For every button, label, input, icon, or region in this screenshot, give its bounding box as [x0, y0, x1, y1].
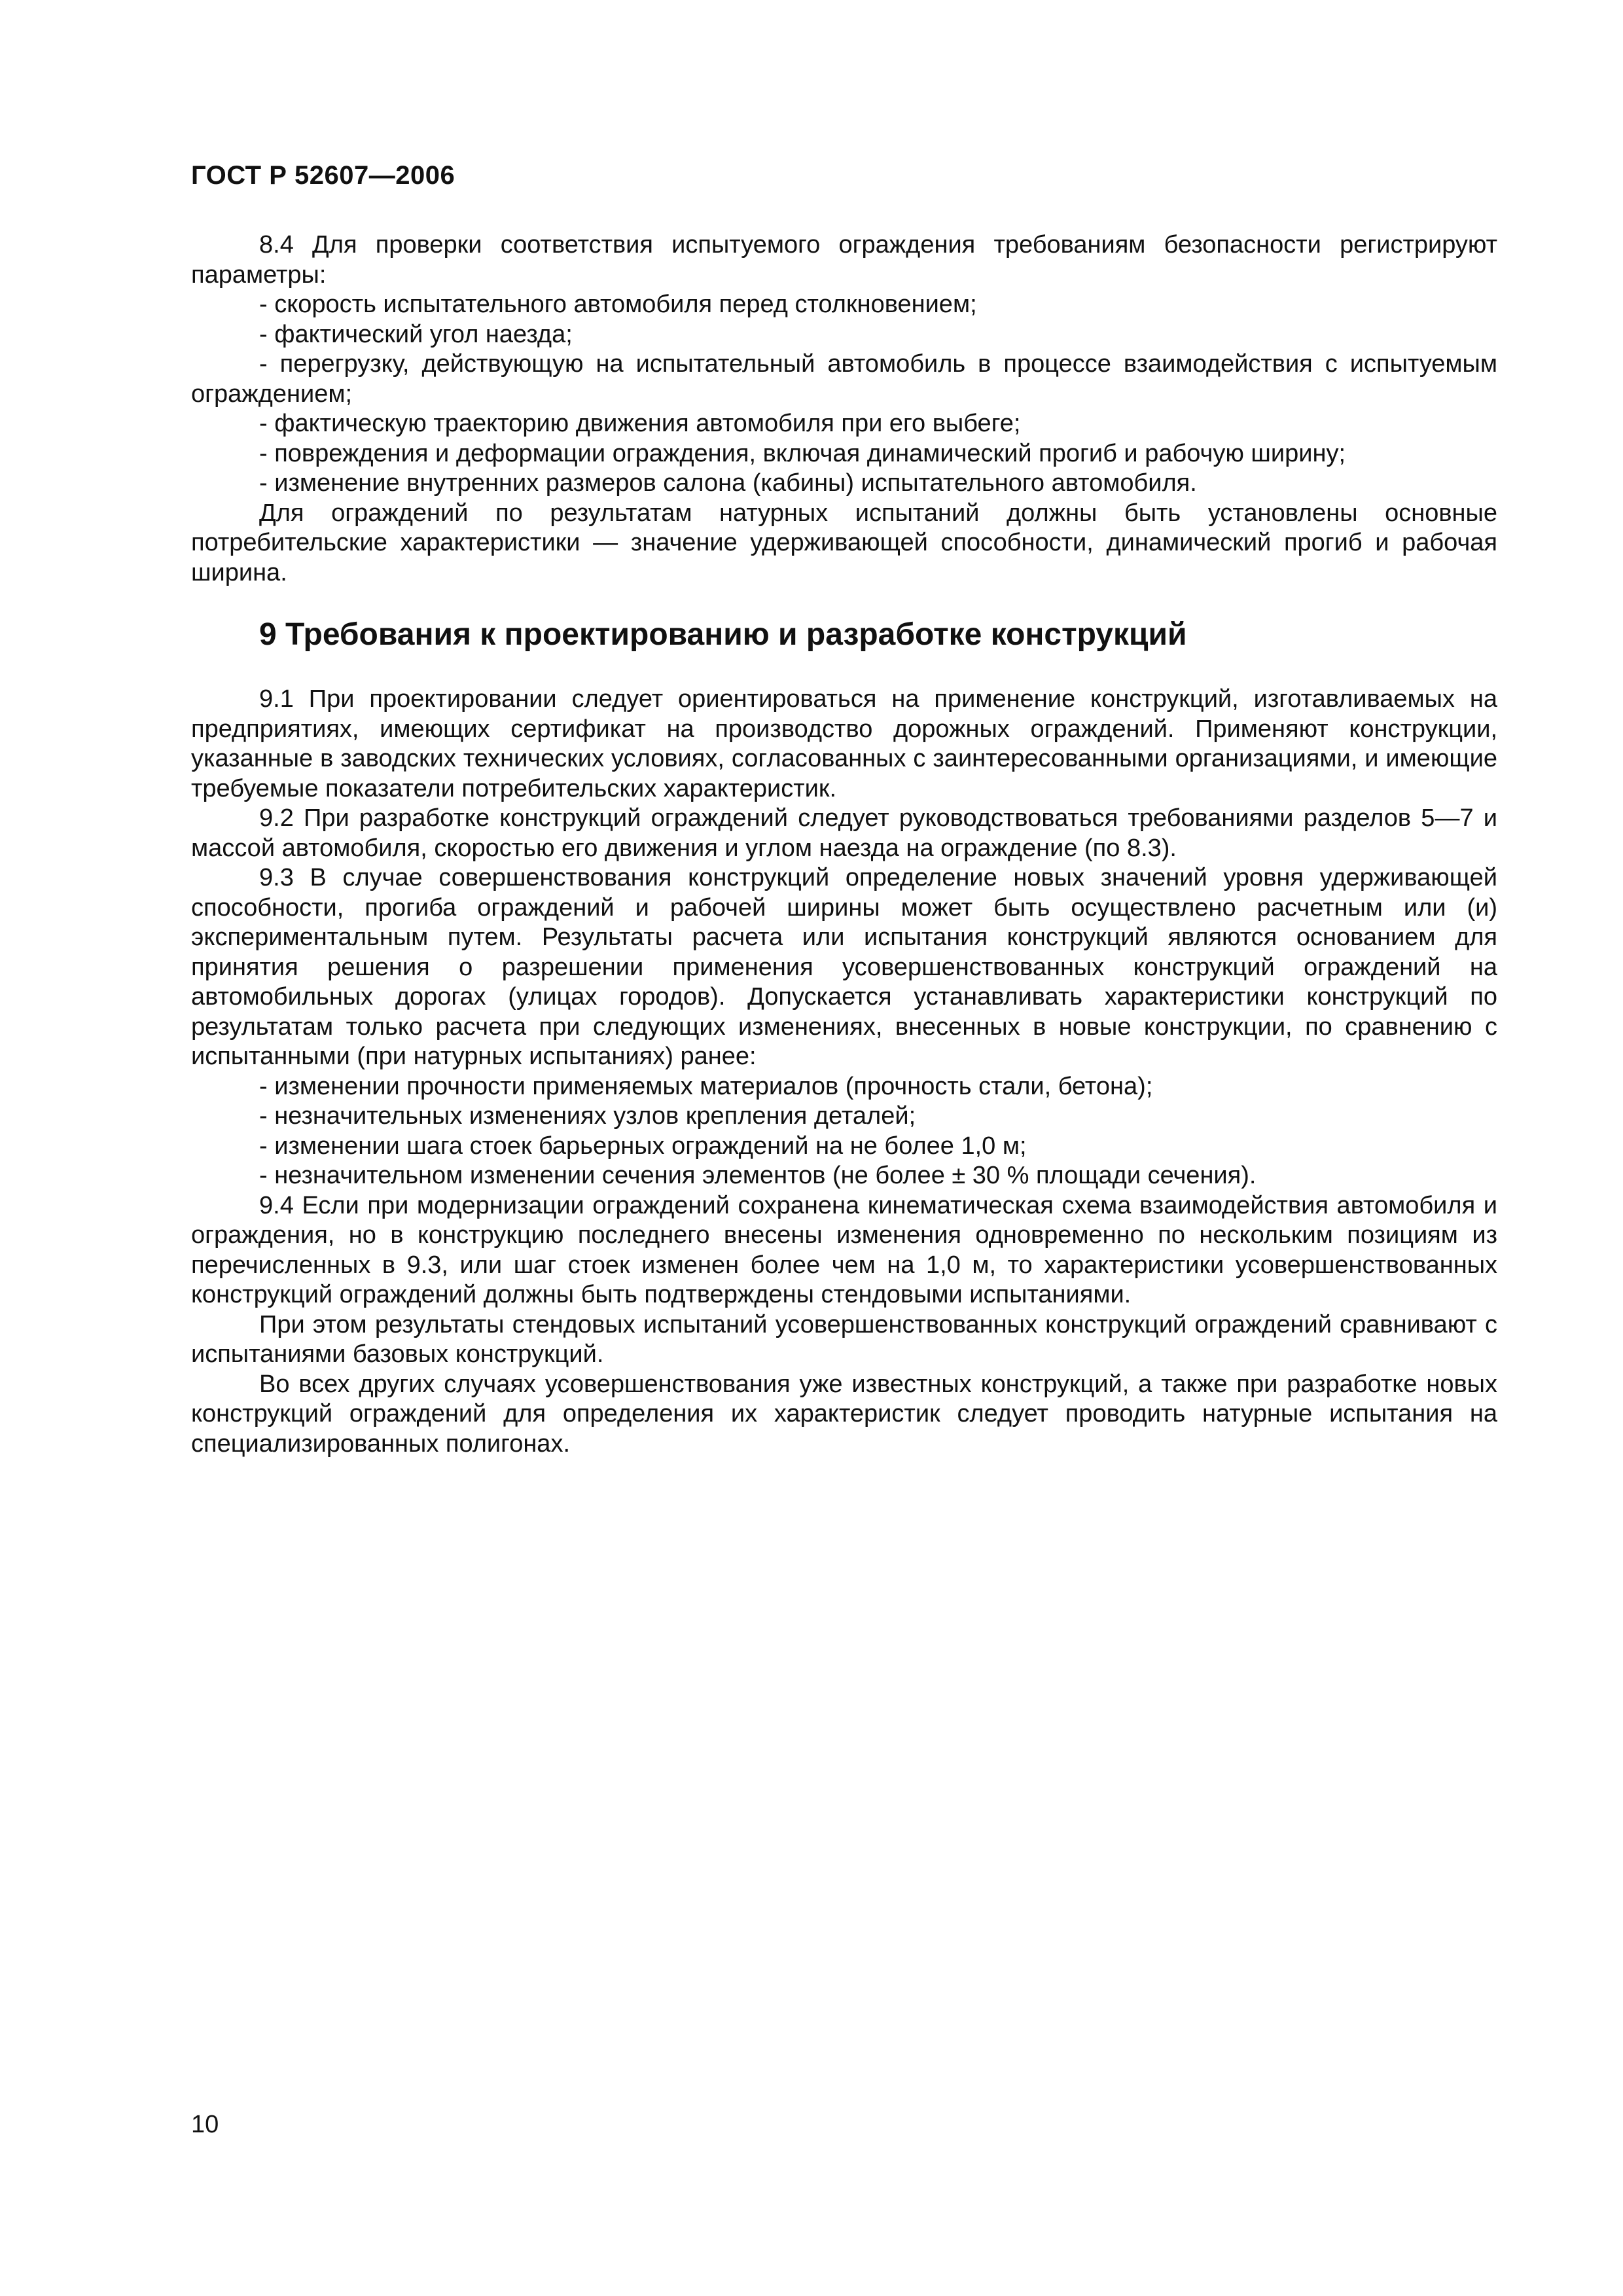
paragraph-9-1: 9.1 При проектировании следует ориентироваться на применение конструкций, изготавливаемых на предприятиях, имеющих сертификат на производство дорожных ограждений. Применяют конструкции, указанные в заводских технических условиях, согласованных с заинтересованными организациями, и имеющие требуемые показатели потребительских характеристик.: [191, 685, 1497, 802]
list-item: - скорость испытательного автомобиля перед столкновением;: [191, 290, 1497, 320]
paragraph-8-4: 8.4 Для проверки соответствия испытуемого ограждения требованиям безопасности регистрируют параметры:: [191, 231, 1497, 289]
list-item: - фактический угол наезда;: [191, 320, 1497, 350]
list-item: - изменение внутренних размеров салона (кабины) испытательного автомобиля.: [191, 469, 1497, 499]
list-item: - повреждения и деформации ограждения, включая динамический прогиб и рабочую ширину;: [191, 439, 1497, 469]
paragraph-9-4: 9.4 Если при модернизации ограждений сохранена кинематическая схема взаимодействия автомобиля и ограждения, но в конструкцию последнего внесены изменения одновременно по нескольким позициям из перечисленных в 9.3, или шаг стоек изменен более чем на 1,0 м, то характеристики усовершенствованных конструкций ограждений должны быть подтверждены стендовыми испытаниями.: [191, 1191, 1497, 1308]
paragraph-9-2: 9.2 При разработке конструкций ограждений следует руководствоваться требованиями разделов 5—7 и массой автомобиля, скоростью его движения и углом наезда на ограждение (по 8.3).: [191, 804, 1497, 862]
paragraph-9-4-bench-tests: При этом результаты стендовых испытаний усовершенствованных конструкций ограждений сравнивают с испытаниями базовых конструкций.: [191, 1310, 1497, 1368]
page-body: [191, 230, 1497, 1459]
list-item: - фактическую траекторию движения автомобиля при его выбеге;: [191, 409, 1497, 439]
list-item: - перегрузку, действующую на испытательный автомобиль в процессе взаимодействия с испытуемым ограждением;: [191, 350, 1497, 409]
parameters-list: [191, 290, 1497, 499]
paragraph-9-4-field-tests: Во всех других случаях усовершенствования уже известных конструкций, а также при разработке новых конструкций ограждений для определения их характеристик следует проводить натурные испытания на специализированных полигонах.: [191, 1370, 1497, 1458]
paragraph-8-4-conclusion: Для ограждений по результатам натурных испытаний должны быть установлены основные потребительские характеристики — значение удерживающей способности, динамический прогиб и рабочая ширина.: [191, 499, 1497, 586]
page-number: 10: [191, 2111, 219, 2138]
paragraph-9-3: 9.3 В случае совершенствования конструкций определение новых значений уровня удерживающей способности, прогиба ограждений и рабочей ширины может быть осуществлено расчетным или (и) экспериментальным путем. Результаты расчета или испытания конструкций являются основанием для принятия решения о разрешении применения усовершенствованных конструкций ограждений на автомобильных дорогах (улицах городов). Допускается устанавливать характеристики конструкций по результатам только расчета при следующих изменениях, внесенных в новые конструкции, по сравнению с испытанными (при натурных испытаниях) ранее:: [191, 864, 1497, 1070]
list-item: - незначительном изменении сечения элементов (не более ± 30 % площади сечения).: [191, 1161, 1497, 1191]
list-item: - незначительных изменениях узлов крепления деталей;: [191, 1102, 1497, 1132]
list-item: - изменении шага стоек барьерных ограждений на не более 1,0 м;: [191, 1132, 1497, 1162]
section-9-heading: 9 Требования к проектированию и разработке конструкций: [259, 617, 1187, 652]
changes-list: [191, 1072, 1497, 1191]
list-item: - изменении прочности применяемых материалов (прочность стали, бетона);: [191, 1072, 1497, 1102]
document-header: ГОСТ Р 52607—2006: [191, 161, 455, 190]
